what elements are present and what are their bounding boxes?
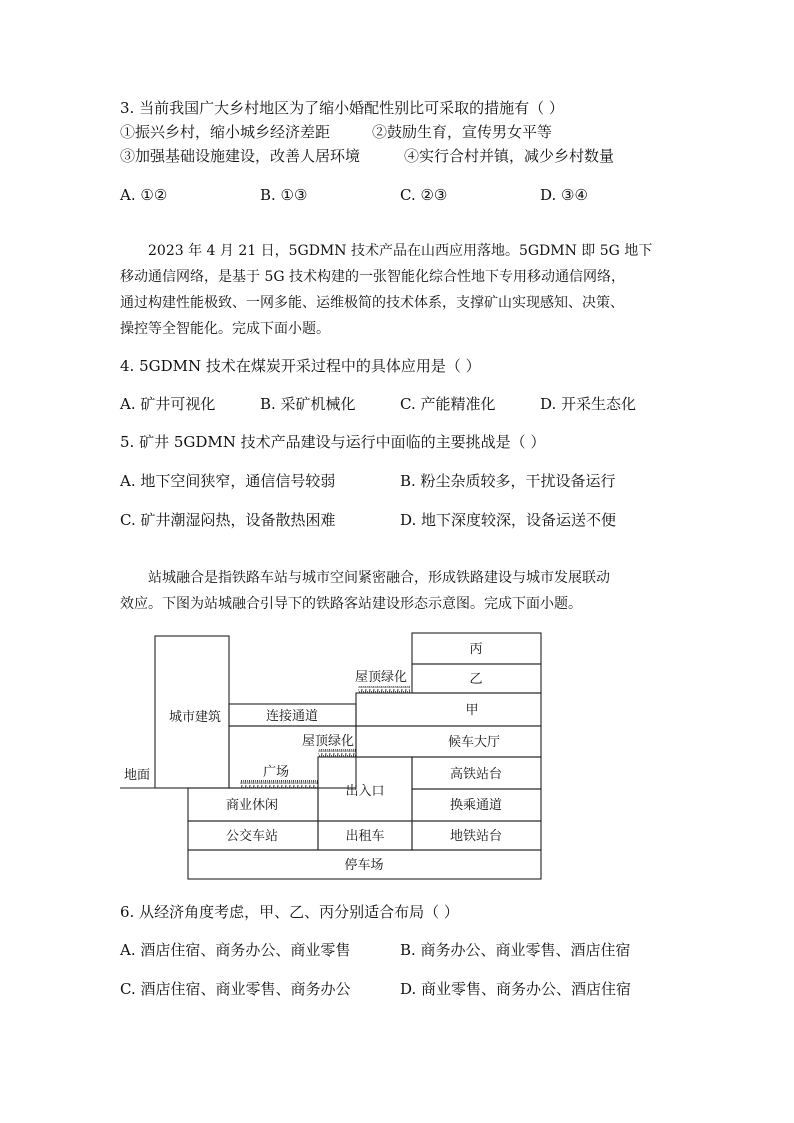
passage-line: 效应。下图为站城融合引导下的铁路客站建设形态示意图。完成下面小题。 <box>120 596 582 612</box>
q6-option-b: B. 商务办公、商业零售、酒店住宿 <box>400 941 631 959</box>
label-connecting-passage: 连接通道 <box>265 709 319 724</box>
label-bus-station: 公交车站 <box>225 829 279 844</box>
passage-line: 2023 年 4 月 21 日，5GDMN 技术产品在山西应用落地。5GDMN 即 5G 地下 <box>148 243 653 259</box>
q4-option-b: B. 采矿机械化 <box>260 395 356 413</box>
label-waiting-hall: 候车大厅 <box>447 735 501 750</box>
passage-line: 移动通信网络，是基于 5G 技术构建的一张智能化综合性地下专用移动通信网络， <box>120 269 625 285</box>
q4-stem: 4. 5GDMN 技术在煤炭开采过程中的具体应用是（ ） <box>120 357 481 375</box>
label-parking: 停车场 <box>344 858 384 873</box>
q6-option-a: A. 酒店住宿、商务办公、商业零售 <box>120 941 351 959</box>
label-bing: 丙 <box>469 642 483 657</box>
q3-option-d: D. ③④ <box>540 186 588 204</box>
q5-stem: 5. 矿井 5GDMN 技术产品建设与运行中面临的主要挑战是（ ） <box>120 433 546 451</box>
q3-item-4: ④实行合村并镇，减少乡村数量 <box>404 147 615 165</box>
label-taxi: 出租车 <box>345 829 385 844</box>
label-metro-platform: 地铁站台 <box>449 829 503 844</box>
label-commerce: 商业休闲 <box>225 798 279 813</box>
q3-item-1: ①振兴乡村，缩小城乡经济差距 <box>120 123 331 141</box>
q6-option-d: D. 商业零售、商务办公、酒店住宿 <box>400 980 632 998</box>
label-ground: 地面 <box>123 768 151 783</box>
label-square: 广场 <box>262 765 290 780</box>
q6-stem: 6. 从经济角度考虑，甲、乙、丙分别适合布局（ ） <box>120 903 459 921</box>
q3-option-b: B. ①③ <box>260 186 308 204</box>
label-roof-green-top: 屋顶绿化 <box>354 670 408 685</box>
q5-option-b: B. 粉尘杂质较多，干扰设备运行 <box>400 472 616 490</box>
q5-option-a: A. 地下空间狭窄，通信信号较弱 <box>120 472 336 490</box>
q6-option-c: C. 酒店住宿、商业零售、商务办公 <box>120 980 351 998</box>
label-transfer-passage: 换乘通道 <box>449 798 503 813</box>
label-city-building: 城市建筑 <box>168 710 222 725</box>
q3-option-c: C. ②③ <box>400 186 448 204</box>
passage-line: 站城融合是指铁路车站与城市空间紧密融合，形成铁路建设与城市发展联动 <box>148 570 610 586</box>
jia-block <box>356 693 541 726</box>
label-jia: 甲 <box>465 703 479 718</box>
label-hsr-platform: 高铁站台 <box>449 767 503 782</box>
q5-option-d: D. 地下深度较深，设备运送不便 <box>400 511 617 529</box>
passage-line: 通过构建性能极致、一网多能、运维极简的技术体系，支撑矿山实现感知、决策、 <box>120 295 624 311</box>
q3-item-3: ③加强基础设施建设，改善人居环境 <box>120 147 361 165</box>
roof-grass-mid <box>318 749 356 757</box>
q3-option-a: A. ①② <box>120 186 168 204</box>
label-roof-green-mid: 屋顶绿化 <box>301 734 355 749</box>
q4-option-d: D. 开采生态化 <box>540 395 637 413</box>
q4-option-a: A. 矿井可视化 <box>120 395 216 413</box>
q3-item-2: ②鼓励生育，宣传男女平等 <box>372 123 553 141</box>
roof-grass-top <box>358 686 410 693</box>
q3-stem: 3. 当前我国广大乡村地区为了缩小婚配性别比可采取的措施有（ ） <box>120 99 564 117</box>
passage-line: 操控等全智能化。完成下面小题。 <box>120 321 330 337</box>
q5-option-c: C. 矿井潮湿闷热，设备散热困难 <box>120 511 336 529</box>
label-yi: 乙 <box>469 672 483 687</box>
square-grass <box>240 780 318 788</box>
label-entrance: 出入口 <box>345 784 385 799</box>
q4-option-c: C. 产能精准化 <box>400 395 496 413</box>
